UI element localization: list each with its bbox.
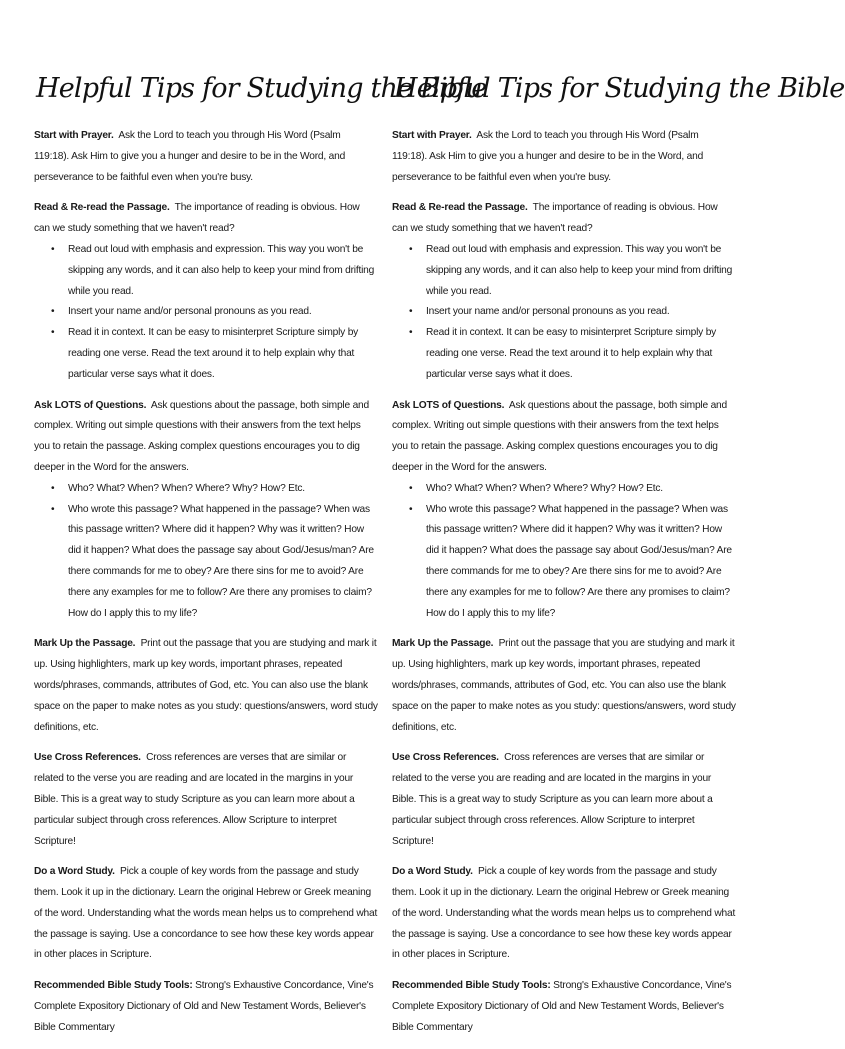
section-prayer (392, 126, 736, 188)
bullet-item: • Who? What? When? When? Where? Why? How? Etc. (426, 479, 736, 500)
section-word-study (34, 862, 378, 966)
section-tools (34, 976, 378, 1038)
section-text: Print out the passage that you are studying and mark it up. Using highlighters, mark up key words, important phrases, repeated words/phrases, commands, attributes of God, etc. You can also use the blank space on the paper to make notes as you study: questions/answers, word study definitions, etc. (392, 638, 736, 733)
section-heading: Use Cross References. (392, 752, 499, 764)
bullet-item: • Who? What? When? When? Where? Why? How? Etc. (68, 479, 378, 500)
section-text: Print out the passage that you are studying and mark it up. Using highlighters, mark up key words, important phrases, repeated words/phrases, commands, attributes of God, etc. You can also use the blank space on the paper to make notes as you study: questions/answers, word study definitions, etc. (34, 638, 378, 733)
section-cross-references (392, 748, 736, 852)
section-text: Strong's Exhaustive Concordance, Vine's Complete Expository Dictionary of Old and New Testament Words, Believer's Bible Commentary (34, 980, 374, 1033)
section-heading: Ask LOTS of Questions. (392, 399, 505, 411)
section-word-study (392, 862, 736, 966)
section-heading: Do a Word Study. (392, 866, 473, 878)
section-heading: Recommended Bible Study Tools: (34, 980, 193, 992)
section-read (34, 198, 378, 385)
section-text: Ask the Lord to teach you through His Word (Psalm 119:18). Ask Him to give you a hunger and desire to be in the Word, and perseverance to be faithful even when you're busy. (392, 130, 704, 183)
left-flyer (34, 72, 487, 1049)
bullet-list (34, 479, 378, 625)
page-title: Helpful Tips for Studying the Bible (394, 73, 845, 104)
section-heading: Mark Up the Passage. (34, 638, 136, 650)
section-text: The importance of reading is obvious. How can we study something that we haven't read? (34, 202, 360, 235)
section-questions (34, 396, 378, 625)
bullet-item: • Read it in context. It can be easy to misinterpret Scripture simply by reading one verse. Read the text around it to help explain why that particular verse says what it does. (68, 323, 378, 385)
section-heading: Read & Re-read the Passage. (392, 202, 528, 214)
sections (392, 126, 736, 1039)
bullet-item: • Read out loud with emphasis and expression. This way you won't be skipping any words, and it can also help to keep your mind from drifting while you read. (426, 240, 736, 302)
bullet-list (34, 240, 378, 386)
section-text: Pick a couple of key words from the passage and study them. Look it up in the dictionary. Learn the original Hebrew or Greek meaning of the word. Understanding what the words mean helps us to comprehend what the passage is saying. Use a concordance to see how these key words appear in other places in Scripture. (392, 866, 736, 961)
section-mark-up (392, 634, 736, 738)
section-tools (392, 976, 736, 1038)
section-text: Ask questions about the passage, both simple and complex. Writing out simple questions with their answers from the text helps you to retain the passage. Asking complex questions encourages you to dig deeper in the Word for the answers. (34, 399, 369, 473)
section-mark-up (34, 634, 378, 738)
section-heading: Start with Prayer. (392, 130, 472, 141)
section-text: Ask the Lord to teach you through His Word (Psalm 119:18). Ask Him to give you a hunger and desire to be in the Word, and perseverance to be faithful even when you're busy. (34, 130, 346, 183)
page-title: Helpful Tips for Studying the Bible (36, 73, 487, 104)
bullet-list (392, 479, 736, 625)
section-questions (392, 396, 736, 625)
section-text: The importance of reading is obvious. How can we study something that we haven't read? (392, 202, 718, 235)
bullet-item: • Read it in context. It can be easy to misinterpret Scripture simply by reading one verse. Read the text around it to help explain why that particular verse says what it does. (426, 323, 736, 385)
section-heading: Ask LOTS of Questions. (34, 399, 147, 411)
section-text: Cross references are verses that are similar or related to the verse you are reading and are located in the margins in your Bible. This is a great way to study Scripture as you can learn more about a particular subject through cross references. Allow Scripture to interpret Scripture! (392, 752, 713, 847)
bullet-list (392, 240, 736, 386)
sections (34, 126, 378, 1039)
section-text: Cross references are verses that are similar or related to the verse you are reading and are located in the margins in your Bible. This is a great way to study Scripture as you can learn more about a particular subject through cross references. Allow Scripture to interpret Scripture! (34, 752, 355, 847)
right-flyer (392, 72, 845, 1049)
bullet-item: • Insert your name and/or personal pronouns as you read. (68, 302, 378, 323)
section-text: Ask questions about the passage, both simple and complex. Writing out simple questions with their answers from the text helps you to retain the passage. Asking complex questions encourages you to dig deeper in the Word for the answers. (392, 399, 727, 473)
section-prayer (34, 126, 378, 188)
bullet-item: • Who wrote this passage? What happened in the passage? When was this passage written? Where did it happen? Why was it written? How did it happen? What does the passage say about God/Jesus/man? Are there commands for me to obey? Are there sins for me to avoid? Are there any examples for me to follow? Are there any promises to claim? How do I apply this to my life? (68, 500, 378, 625)
section-text: Strong's Exhaustive Concordance, Vine's Complete Expository Dictionary of Old and New Testament Words, Believer's Bible Commentary (392, 980, 732, 1033)
section-heading: Do a Word Study. (34, 866, 115, 878)
section-heading: Recommended Bible Study Tools: (392, 980, 551, 992)
section-heading: Mark Up the Passage. (392, 638, 494, 650)
section-heading: Read & Re-read the Passage. (34, 202, 170, 214)
bullet-item: • Read out loud with emphasis and expression. This way you won't be skipping any words, and it can also help to keep your mind from drifting while you read. (68, 240, 378, 302)
section-heading: Start with Prayer. (34, 130, 114, 141)
bullet-item: • Who wrote this passage? What happened in the passage? When was this passage written? Where did it happen? Why was it written? How did it happen? What does the passage say about God/Jesus/man? Are there commands for me to obey? Are there sins for me to avoid? Are there any examples for me to follow? Are there any promises to claim? How do I apply this to my life? (426, 500, 736, 625)
section-read (392, 198, 736, 385)
section-cross-references (34, 748, 378, 852)
section-heading: Use Cross References. (34, 752, 141, 764)
bullet-item: • Insert your name and/or personal pronouns as you read. (426, 302, 736, 323)
section-text: Pick a couple of key words from the passage and study them. Look it up in the dictionary. Learn the original Hebrew or Greek meaning of the word. Understanding what the words mean helps us to comprehend what the passage is saying. Use a concordance to see how these key words appear in other places in Scripture. (34, 866, 378, 961)
